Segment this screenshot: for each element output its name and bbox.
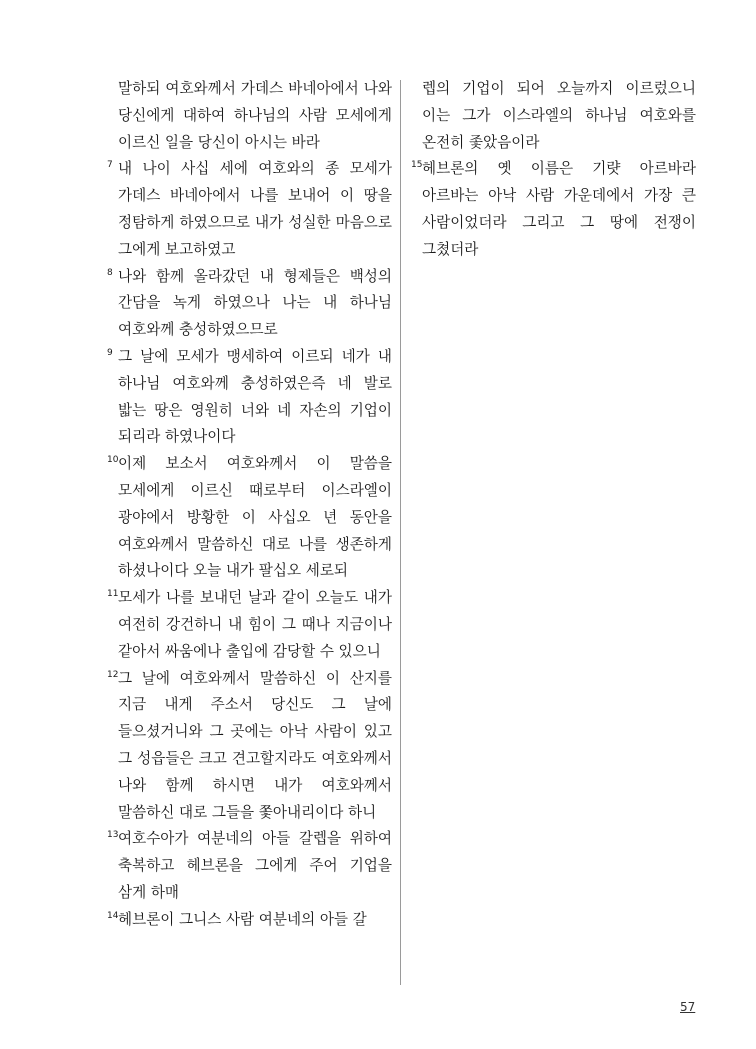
verse: [106, 826, 392, 906]
verse: [106, 666, 392, 827]
verse: [106, 451, 392, 585]
verse: [106, 585, 392, 665]
verse-number: 7: [107, 160, 113, 171]
verse-number: 12: [107, 669, 119, 680]
verse-number: 9: [107, 347, 113, 358]
verse-text: 나와 함께 올라갔던 내 형제들은 백성의 간담을 녹게 하였으나 나는 내 하나님 여호와께 충성하였으므로: [118, 267, 392, 339]
verse-number: 14: [107, 910, 119, 921]
verse-text: 그 날에 여호와께서 말씀하신 이 산지를 지금 내게 주소서 당신도 그 날에 들으셨거니와 그 곳에는 아낙 사람이 있고 그 성읍들은 크고 견고할지라도 여호와께서 나와 함께 하시면 내가 여호와께서 말씀하신 대로 그들을 쫓아내리이다 하니: [118, 669, 392, 821]
verse-text: 헤브론이 그니스 사람 여분네의 아들 갈: [118, 910, 367, 928]
verse: [106, 156, 392, 263]
verse: [106, 907, 392, 934]
verse: [106, 76, 392, 156]
verse: [410, 156, 696, 263]
verse-text: 렙의 기업이 되어 오늘까지 이르렀으니 이는 그가 이스라엘의 하나님 여호와를 온전히 좇았음이라: [422, 80, 696, 151]
column-divider: [400, 80, 401, 985]
verse-text: 여호수아가 여분네의 아들 갈렙을 위하여 축복하고 헤브론을 그에게 주어 기업을 삼게 하매: [118, 830, 392, 901]
verse-number: 10: [107, 455, 119, 466]
right-column: [410, 76, 696, 264]
verse-text: 헤브론의 옛 이름은 기럇 아르바라 아르바는 아낙 사람 가운데에서 가장 큰 사람이었더라 그리고 그 땅에 전쟁이 그쳤더라: [422, 160, 696, 258]
verse-number: 8: [107, 267, 113, 278]
verse-number: 13: [107, 830, 119, 841]
verse: [106, 264, 392, 344]
verse-text: 내 나이 사십 세에 여호와의 종 모세가 가데스 바네아에서 나를 보내어 이 땅을 정탐하게 하였으므로 내가 성실한 마음으로 그에게 보고하였고: [118, 160, 392, 258]
verse-text: 그 날에 모세가 맹세하여 이르되 네가 내 하나님 여호와께 충성하였은즉 네 발로 밟는 땅은 영원히 너와 네 자손의 기업이 되리라 하였나이다: [118, 347, 392, 446]
verse-number: 15: [411, 160, 423, 171]
verse: [410, 76, 696, 156]
verse-text: 모세가 나를 보내던 날과 같이 오늘도 내가 여전히 강건하니 내 힘이 그 때나 지금이나 같아서 싸움에나 출입에 감당할 수 있으니: [118, 589, 392, 660]
verse: [106, 344, 392, 451]
verse-text: 말하되 여호와께서 가데스 바네아에서 나와 당신에게 대하여 하나님의 사람 모세에게 이르신 일을 당신이 아시는 바라: [118, 80, 392, 151]
page-number: 57: [680, 1000, 696, 1014]
verse-number: 11: [107, 589, 119, 600]
verse-text: 이제 보소서 여호와께서 이 말씀을 모세에게 이르신 때로부터 이스라엘이 광야에서 방황한 이 사십오 년 동안을 여호와께서 말씀하신 대로 나를 생존하게 하셨나이다 오늘 내가 팔십오 세로되: [118, 455, 392, 580]
left-column: [106, 76, 392, 934]
